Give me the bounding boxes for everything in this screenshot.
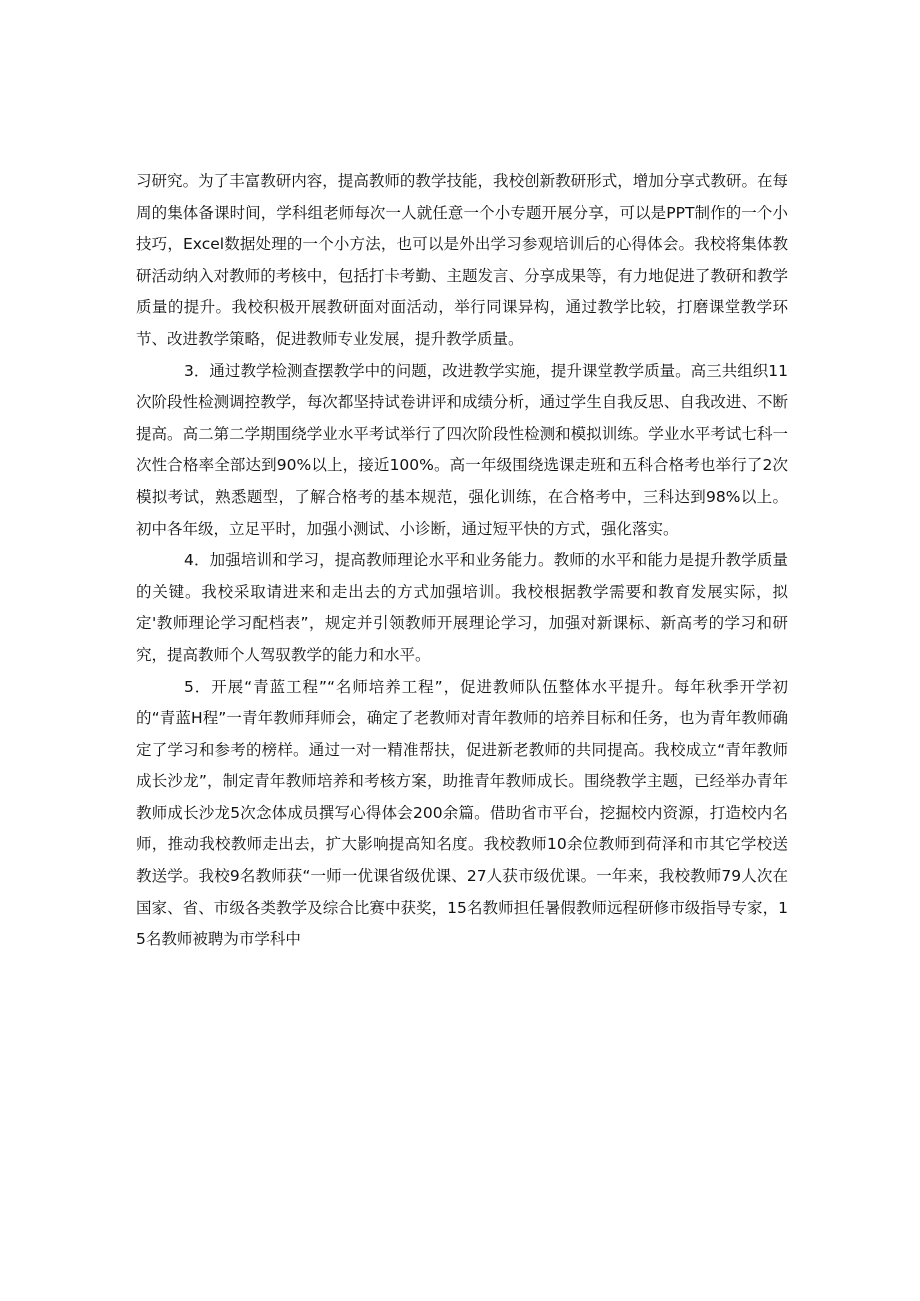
paragraph-item-4: 4．加强培训和学习，提高教师理论水平和业务能力。教师的水平和能力是提升教学质量的关键。我校采取请进来和走出去的方式加强培训。我校根据教学需要和教育发展实际，拟定'教师理论学习配档表”，规定并引领教师开展理论学习，加强对新课标、新高考的学习和研究，提高教师个人驾驭教学的能力和水平。 xyxy=(136,551,788,664)
paragraph-continuation: 习研究。为了丰富教研内容，提高教师的教学技能，我校创新教研形式，增加分享式教研。在每周的集体备课时间，学科组老师每次一人就任意一个小专题开展分享，可以是PPT制作的一个小技巧，Excel数据处理的一个小方法，也可以是外出学习参观培训后的心得体会。我校将集体教研活动纳入对教师的考核中，包括打卡考勤、主题发言、分享成果等，有力地促进了教研和教学质量的提升。我校积极开展教研面对面活动，举行同课异构，通过教学比较，打磨课堂教学环节、改进教学策略，促进教师专业发展，提升教学质量。 xyxy=(136,172,788,348)
document-body xyxy=(136,166,788,956)
paragraph-item-3: 3．通过教学检测查摆教学中的问题，改进教学实施，提升课堂教学质量。高三共组织11次阶段性检测调控教学，每次都坚持试卷讲评和成绩分析，通过学生自我反思、自我改进、不断提高。高二第二学期围绕学业水平考试举行了四次阶段性检测和模拟训练。学业水平考试七科一次性合格率全部达到90%以上，接近100%。高一年级围绕选课走班和五科合格考也举行了2次模拟考试，熟悉题型，了解合格考的基本规范，强化训练，在合格考中，三科达到98%以上。初中各年级，立足平时，加强小测试、小诊断，通过短平快的方式，强化落实。 xyxy=(136,361,788,538)
paragraph-item-5: 5．开展“青蓝工程”“名师培养工程”，促进教师队伍整体水平提升。每年秋季开学初的“青蓝H程”一青年教师拜师会，确定了老教师对青年教师的培养目标和任务，也为青年教师确定了学习和参考的榜样。通过一对一精准帮扶，促进新老教师的共同提高。我校成立“青年教师成长沙龙”，制定青年教师培养和考核方案，助推青年教师成长。围绕教学主题，已经举办青年教师成长沙龙5次念体成员撰写心得体会200余篇。借助省市平台，挖掘校内资源，打造校内名师，推动我校教师走出去，扩大影响提高知名度。我校教师10余位教师到荷泽和市其它学校送教送学。我校9名教师获“一师一优课省级优课、27人获市级优课。一年来，我校教师79人次在国家、省、市级各类教学及综合比赛中获奖，15名教师担任暑假教师远程研修市级指导专家，15名教师被聘为市学科中 xyxy=(136,677,788,949)
